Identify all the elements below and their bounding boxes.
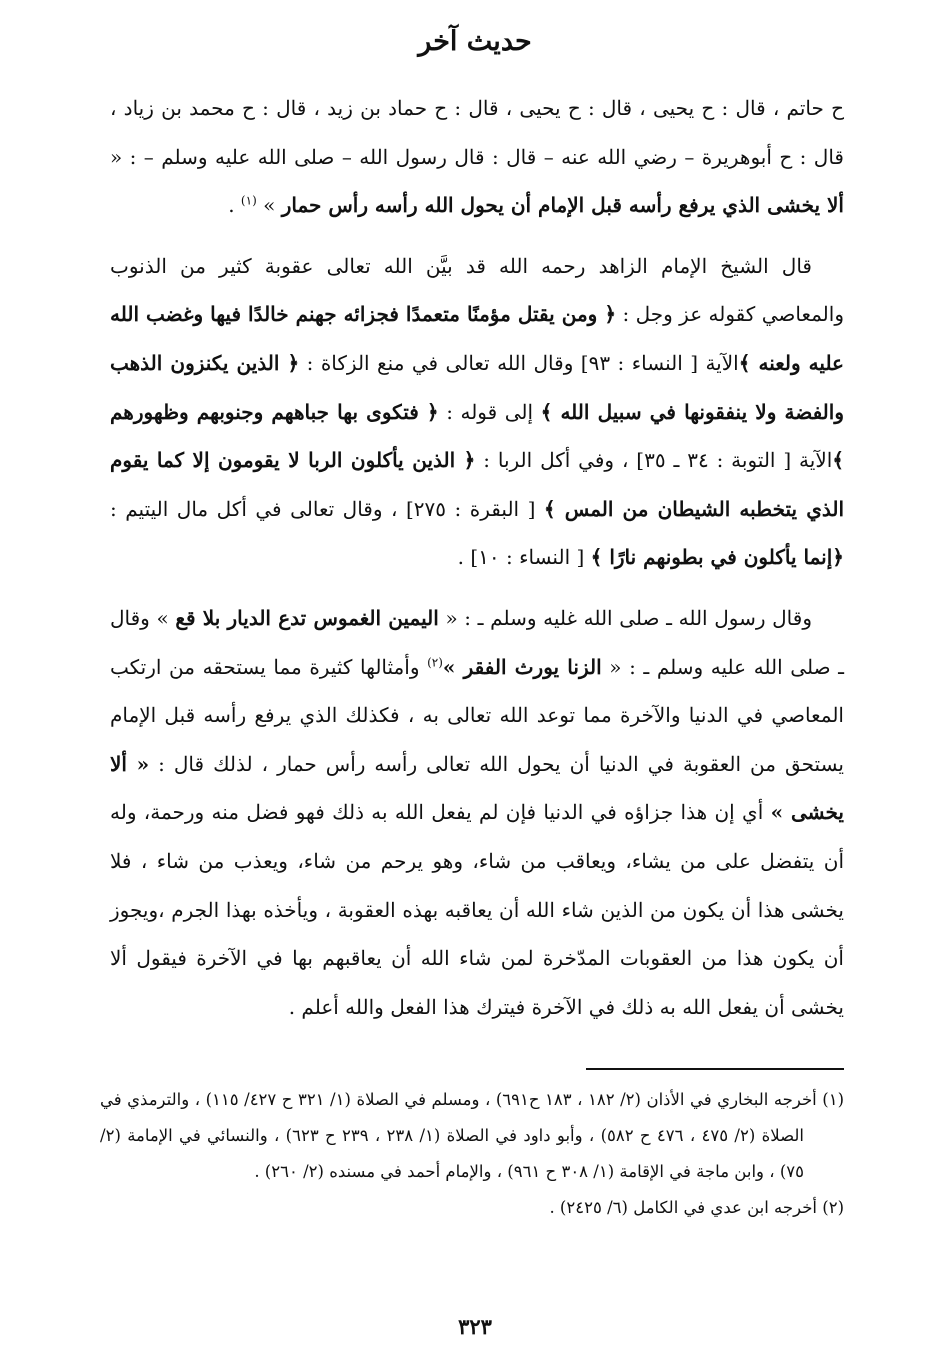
page-title: حديث آخر — [418, 26, 532, 57]
commentary-paragraph — [110, 242, 844, 582]
hadith-text: « ألا يخشى » — [110, 751, 844, 825]
explanation-text: وقال رسول الله ـ صلى الله غليه وسلم ـ : « — [438, 605, 812, 630]
quran-quote: ﴿ ومن يقتل مؤمنًا متعمدًا فجزائه جهنم خالدًا فيها وغضب الله عليه ولعنه ﴾ — [110, 302, 844, 375]
explanation-text: وأمثالها كثيرة مما يستحقه من ارتكب المعاصي في الدنيا والآخرة مما توعد الله تعالى به ، فكذلك الذي يرفع رأسه قبل الإمام يستحق من العقوبة في الدنيا أن يحول الله تعالى رأسه رأس حمار ، لذلك قال : — [110, 654, 844, 776]
commentary-text: الآية [ التوبة : ٣٤ ـ ٣٥] ، وفي أكل الربا : — [475, 448, 833, 473]
commentary-text: إلى قوله : — [438, 399, 541, 424]
commentary-text: [ البقرة : ٢٧٥] ، وقال تعالى في أكل مال اليتيم : — [110, 496, 544, 521]
quote-close: » — [263, 193, 282, 218]
footnote-2: (٢) أخرجه ابن عدي في الكامل (٦/ ٢٤٢٥) . — [549, 1198, 844, 1217]
quran-quote: ﴿ فتكوى بها جباههم وجنوبهم وظهورهم ﴾ — [110, 399, 845, 473]
footnote-ref-1[interactable]: (١) — [240, 193, 257, 208]
footnotes — [100, 1082, 844, 1226]
commentary-text: [ النساء : ١٠] . — [457, 545, 591, 570]
footnote-divider — [586, 1068, 844, 1070]
footnote-ref-2[interactable]: (٢) — [427, 654, 443, 669]
main-text — [110, 84, 844, 1031]
quran-quote: ﴿ الذين يأكلون الربا لا يقومون إلا كما يقوم الذي يتخطبه الشيطان من المس ﴾ — [110, 448, 845, 521]
isnad-paragraph — [110, 84, 844, 230]
commentary-text: قال الشيخ الإمام الزاهد رحمه الله قد بيَّن الله تعالى عقوبة كثير من الذنوب والمعاصي كقوله عز وجل : — [110, 253, 844, 327]
hadith-text: الزنا يورث الفقر — [463, 654, 602, 679]
explanation-text: أي إن هذا جزاؤه في الدنيا فإن لم يفعل الله به ذلك فهو فضل منه ورحمة، وله أن يتفضل على من يشاء، ويعاقب من شاء، وهو يرحم من شاء، ويعذب من شاء ، فلا يخشى هذا أن يكون من الذين شاء الله أن يعاقبه بهذه العقوبة ، ويأخذه بهذا الجرم ،ويجوز أن يكون هذا من العقوبات المدّخرة لمن شاء الله أن يعاقبهم بها في الآخرة فيقول ألا يخشى أن يفعل الله به ذلك في الآخرة فيترك هذا الفعل والله أعلم . — [110, 800, 844, 1019]
hadith-text: اليمين الغموس تدع الديار بلا قع — [175, 605, 439, 630]
quran-quote: ﴿إنما يأكلون في بطونهم نارًا ﴾ — [590, 545, 844, 570]
commentary-text: الآية [ النساء : ٩٣] وقال الله تعالى في منع الزكاة : — [299, 350, 739, 375]
quote-close: » — [442, 654, 464, 679]
period: . — [228, 193, 241, 218]
footnote-1: (١) أخرجه البخاري في الأذان (٢/ ١٨٢ ، ١٨٣ ح٦٩١) ، ومسلم في الصلاة (١/ ٣٢١ ح ٤٢٧/ ١١٥) ، والترمذي في الصلاة (٢/ ٤٧٥ ، ٤٧٦ ح ٥٨٢) ، وأبو داود في الصلاة (١/ ٢٣٨ ، ٢٣٩ ح ٦٢٣) ، والنسائي في الإمامة (٢/ ٧٥) ، وابن ماجة في الإقامة (١/ ٣٠٨ ح ٩٦١) ، والإمام أحمد في مسنده (٢/ ٢٦٠) . — [100, 1090, 845, 1181]
explanation-text: » وقال ـ صلى الله عليه وسلم ـ : « — [110, 605, 844, 679]
explanation-paragraph — [110, 594, 844, 1031]
isnad-chain: ح حاتم ، قال : ح يحيى ، قال : ح يحيى ، قال : ح حماد بن زيد ، قال : ح محمد بن زياد ، قال : ح أبوهريرة – رضي الله عنه – قال : قال رسول الله – صلى الله عليه وسلم – : « — [110, 96, 844, 169]
page-number: ٣٢٣ — [458, 1314, 492, 1339]
quran-quote: ﴿ الذين يكنزون الذهب والفضة ولا ينفقونها في سبيل الله ﴾ — [110, 350, 844, 424]
hadith-text: ألا يخشى الذي يرفع رأسه قبل الإمام أن يحول الله رأسه رأس حمار — [281, 193, 844, 218]
